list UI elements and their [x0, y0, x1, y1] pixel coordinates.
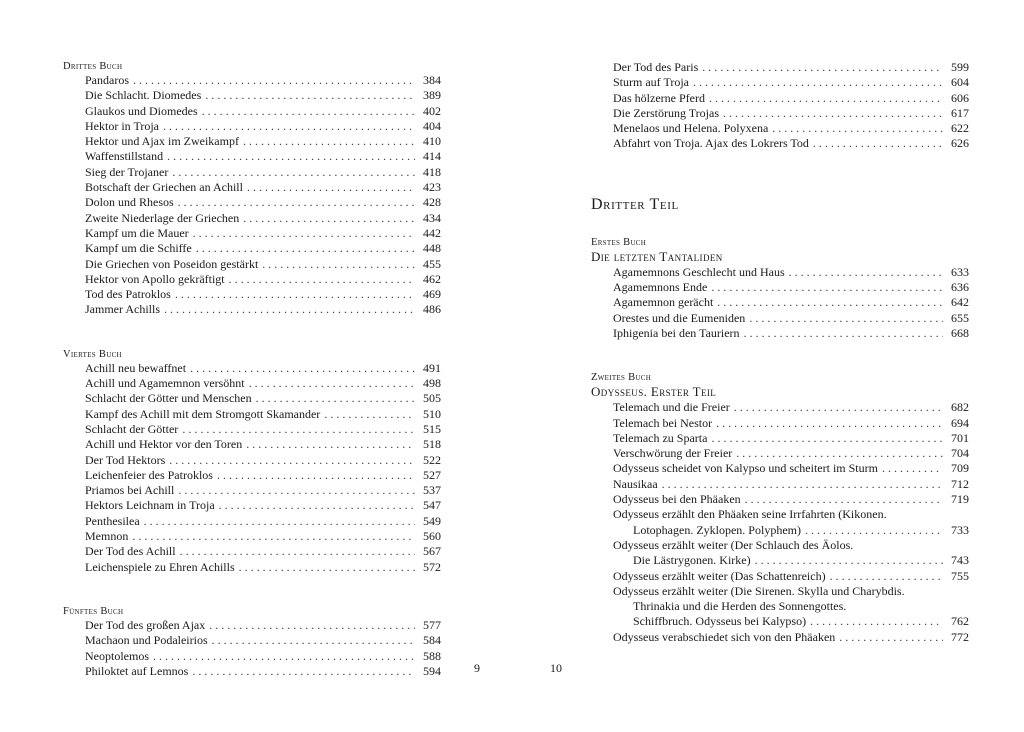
leader-dots [772, 121, 943, 136]
toc-entry-title: Odysseus bei den Phäaken [613, 492, 741, 507]
toc-entry-page: 701 [951, 430, 969, 445]
book-heading-zweites: Zweites Buch [591, 372, 652, 384]
toc-entry-title: Die Zerstörung Trojas [613, 105, 719, 120]
leader-dots [247, 180, 415, 195]
toc-entry-title: Iphigenia bei den Tauriern [613, 325, 740, 340]
toc-entry-page: 384 [423, 73, 441, 87]
toc-entry-page: 560 [423, 529, 441, 544]
toc-entry[interactable] [63, 226, 441, 241]
toc-entry-title: Priamos bei Achill [85, 483, 175, 498]
leader-dots [209, 618, 415, 633]
toc-entry-title: Der Tod Hektors [85, 452, 166, 467]
toc-entry[interactable] [63, 361, 441, 376]
toc-entry[interactable] [63, 149, 441, 164]
toc-entry[interactable] [63, 241, 441, 256]
leader-dots [256, 391, 415, 406]
toc-entry[interactable] [591, 106, 969, 121]
toc-entry-page: 537 [423, 483, 441, 498]
toc-entry-page: 567 [423, 544, 441, 559]
toc-entry[interactable] [591, 416, 969, 431]
toc-entry-page: 389 [423, 88, 441, 103]
leader-dots [153, 649, 415, 664]
right-toc-column [591, 60, 969, 645]
toc-entry-page: 709 [951, 461, 969, 476]
leader-dots [219, 498, 415, 513]
toc-entry-page: 410 [423, 134, 441, 149]
leader-dots [175, 287, 415, 302]
toc-entry[interactable] [591, 477, 969, 492]
right-page [512, 0, 1024, 732]
toc-entry-title: Schlacht der Götter und Menschen [85, 391, 252, 406]
toc-entry-title: Agamemnon gerächt [613, 295, 714, 310]
toc-entry-title: Odysseus verabschiedet sich von den Phäaken [613, 629, 836, 644]
toc-entry-page: 617 [951, 105, 969, 120]
toc-entry-title: Telemach bei Nestor [613, 415, 713, 430]
toc-entry-page: 442 [423, 225, 441, 240]
toc-entry[interactable] [63, 391, 441, 406]
toc-entry[interactable] [591, 136, 969, 151]
toc-entry[interactable] [591, 569, 969, 584]
toc-entry[interactable] [63, 453, 441, 468]
toc-entry-continuation[interactable] [591, 599, 969, 614]
left-toc-column [63, 60, 441, 679]
toc-entry-title: Neoptolemos [85, 648, 149, 663]
toc-entry-title: Telemach zu Sparta [613, 430, 708, 445]
toc-entry-page: 594 [423, 663, 441, 678]
leader-dots [839, 630, 943, 645]
leader-dots [711, 431, 943, 446]
book-heading-viertes: Viertes Buch [63, 348, 122, 360]
toc-entry[interactable] [591, 121, 969, 136]
toc-entry[interactable] [63, 560, 441, 575]
toc-entry-title: Die Schlacht. Diomedes [85, 88, 202, 103]
toc-entry-page: 428 [423, 195, 441, 210]
leader-dots [144, 514, 415, 529]
toc-entry[interactable] [63, 134, 441, 149]
leader-dots [202, 104, 415, 119]
toc-entry-title: Hektor in Troja [85, 118, 160, 133]
leader-dots [217, 468, 415, 483]
toc-entry[interactable] [63, 618, 441, 633]
leader-dots [830, 569, 943, 584]
toc-entry-page: 448 [423, 241, 441, 256]
toc-entry[interactable] [63, 468, 441, 483]
toc-entry[interactable] [63, 119, 441, 134]
toc-entry-page: 527 [423, 467, 441, 482]
toc-entry-title: Das hölzerne Pferd [613, 90, 705, 105]
leader-dots [734, 400, 943, 415]
book-subtitle-tantaliden: Die letzten Tantaliden [591, 248, 723, 264]
toc-entry-page: 505 [423, 391, 441, 406]
page-number-right: 10 [550, 661, 562, 675]
toc-entry[interactable] [591, 507, 969, 522]
part-heading: Dritter Teil [591, 195, 679, 213]
toc-entry-title: Agamemnons Geschlecht und Haus [613, 264, 785, 279]
toc-entry-title: Telemach und die Freier [613, 400, 730, 415]
leader-dots [702, 60, 943, 75]
leader-dots [693, 75, 943, 90]
toc-list-viertes [63, 361, 441, 575]
toc-entry-page: 434 [423, 210, 441, 225]
toc-entry-title: Waffenstillstand [85, 149, 164, 164]
toc-entry[interactable] [591, 431, 969, 446]
toc-entry-title: Zweite Niederlage der Griechen [85, 210, 240, 225]
toc-list-erstes [591, 265, 969, 341]
toc-entry-page: 704 [951, 446, 969, 461]
toc-entry[interactable] [591, 461, 969, 476]
toc-entry-title: Pandaros [85, 73, 129, 87]
toc-entry[interactable] [63, 211, 441, 226]
toc-entry-page: 636 [951, 280, 969, 295]
leader-dots [239, 560, 415, 575]
toc-entry-page: 522 [423, 452, 441, 467]
toc-entry-title: Dolon und Rhesos [85, 195, 174, 210]
leader-dots [662, 477, 943, 492]
leader-dots [180, 544, 415, 559]
toc-entry[interactable] [63, 195, 441, 210]
toc-entry-title: Verschwörung der Freier [613, 446, 733, 461]
toc-entry-title: Abfahrt von Troja. Ajax des Lokrers Tod [613, 136, 809, 151]
toc-entry[interactable] [63, 104, 441, 119]
toc-entry-title: Sieg der Trojaner [85, 164, 169, 179]
toc-entry-page: 402 [423, 103, 441, 118]
leader-dots [192, 664, 415, 679]
toc-entry[interactable] [591, 60, 969, 75]
toc-entry-page: 414 [423, 149, 441, 164]
toc-entry-page: 743 [951, 553, 969, 568]
book-heading-fuenftes: Fünftes Buch [63, 605, 124, 617]
toc-entry[interactable] [591, 492, 969, 507]
toc-entry-title: Memnon [85, 529, 129, 544]
toc-entry-title: Hektors Leichnam in Troja [85, 498, 215, 513]
toc-entry[interactable] [63, 257, 441, 272]
toc-entry[interactable] [63, 287, 441, 302]
toc-entry-title: Thrinakia und die Herden des Sonnengottes. [633, 599, 847, 614]
toc-entry[interactable] [591, 326, 969, 341]
leader-dots [813, 136, 943, 151]
toc-entry-title: Der Tod des großen Ajax [85, 617, 206, 632]
toc-entry[interactable] [63, 544, 441, 559]
toc-entry-page: 633 [951, 264, 969, 279]
toc-entry-page: 668 [951, 325, 969, 340]
leader-dots [246, 437, 415, 452]
toc-entry-title: Odysseus erzählt weiter (Das Schattenreich) [613, 568, 826, 583]
leader-dots [745, 492, 943, 507]
toc-entry[interactable] [63, 165, 441, 180]
toc-entry-page: 486 [423, 302, 441, 317]
toc-entry-continuation[interactable] [591, 553, 969, 568]
toc-entry-title: Hektor von Apollo gekräftigt [85, 271, 225, 286]
toc-entry-page: 577 [423, 617, 441, 632]
toc-entry-title: Achill und Agamemnon versöhnt [85, 376, 245, 391]
toc-entry-page: 719 [951, 492, 969, 507]
leader-dots [196, 241, 415, 256]
leader-dots [133, 73, 415, 88]
toc-entry-title: Kampf um die Mauer [85, 225, 189, 240]
toc-entry-continuation[interactable] [591, 614, 969, 629]
toc-entry[interactable] [63, 422, 441, 437]
toc-entry[interactable] [591, 75, 969, 90]
toc-entry-page: 712 [951, 476, 969, 491]
toc-entry[interactable] [591, 295, 969, 310]
leader-dots [178, 483, 415, 498]
toc-entry[interactable] [591, 265, 969, 280]
toc-entry[interactable] [63, 664, 441, 679]
toc-entry-page: 772 [951, 629, 969, 644]
toc-entry-page: 547 [423, 498, 441, 513]
leader-dots [723, 106, 943, 121]
toc-entry-title: Achill neu bewaffnet [85, 360, 187, 375]
toc-entry-page: 755 [951, 568, 969, 583]
toc-entry-page: 515 [423, 421, 441, 436]
leader-dots [262, 257, 415, 272]
toc-entry[interactable] [63, 514, 441, 529]
leader-dots [178, 195, 415, 210]
toc-entry-page: 498 [423, 376, 441, 391]
book-heading-erstes: Erstes Buch [591, 236, 647, 248]
toc-entry-title: Nausikaa [613, 476, 658, 491]
leader-dots [169, 453, 415, 468]
toc-entry-title: Glaukos und Diomedes [85, 103, 198, 118]
toc-entry-page: 762 [951, 614, 969, 629]
toc-entry[interactable] [63, 73, 441, 88]
toc-entry-title: Agamemnons Ende [613, 280, 708, 295]
toc-entry-title: Sturm auf Troja [613, 75, 690, 90]
leader-dots [736, 446, 943, 461]
toc-entry[interactable] [63, 302, 441, 317]
toc-entry-page: 694 [951, 415, 969, 430]
leader-dots [243, 211, 415, 226]
toc-entry-title: Die Lästrygonen. Kirke) [633, 553, 751, 568]
toc-entry-title: Schlacht der Götter [85, 421, 179, 436]
toc-entry-page: 549 [423, 513, 441, 528]
toc-list-fuenftes [63, 618, 441, 679]
leader-dots [249, 376, 415, 391]
toc-entry-title: Hektor und Ajax im Zweikampf [85, 134, 239, 149]
toc-entry-page: 622 [951, 121, 969, 136]
leader-dots [167, 149, 415, 164]
leader-dots [717, 295, 943, 310]
toc-entry[interactable] [63, 649, 441, 664]
toc-entry-title: Schiffbruch. Odysseus bei Kalypso) [633, 614, 807, 629]
toc-entry-page: 588 [423, 648, 441, 663]
toc-entry-page: 655 [951, 310, 969, 325]
toc-entry[interactable] [591, 280, 969, 295]
toc-entry-title: Tod des Patroklos [85, 287, 171, 302]
leader-dots [882, 461, 943, 476]
toc-entry[interactable] [591, 446, 969, 461]
toc-entry[interactable] [591, 584, 969, 599]
toc-entry-title: Kampf um die Schiffe [85, 241, 192, 256]
toc-entry-title: Orestes und die Eumeniden [613, 310, 746, 325]
toc-entry-page: 599 [951, 60, 969, 74]
toc-entry[interactable] [63, 376, 441, 391]
leader-dots [229, 272, 415, 287]
toc-entry-title: Leichenspiele zu Ehren Achills [85, 559, 235, 574]
toc-entry[interactable] [591, 630, 969, 645]
leader-dots [132, 529, 415, 544]
toc-entry-page: 626 [951, 136, 969, 151]
toc-entry-page: 491 [423, 360, 441, 375]
leader-dots [789, 265, 943, 280]
toc-entry-continuation[interactable] [591, 523, 969, 538]
leader-dots [163, 119, 415, 134]
toc-entry-title: Leichenfeier des Patroklos [85, 467, 213, 482]
toc-entry-page: 642 [951, 295, 969, 310]
leader-dots [324, 407, 415, 422]
toc-entry[interactable] [63, 633, 441, 648]
toc-entry-title: Odysseus erzählt den Phäaken seine Irrfahrten (Kikonen. [613, 507, 887, 522]
toc-entry-page: 510 [423, 406, 441, 421]
leader-dots [190, 361, 415, 376]
toc-entry-page: 518 [423, 437, 441, 452]
leader-dots [172, 165, 415, 180]
leader-dots [243, 134, 415, 149]
leader-dots [749, 311, 943, 326]
toc-entry[interactable] [591, 311, 969, 326]
toc-entry[interactable] [63, 483, 441, 498]
toc-entry-page: 404 [423, 118, 441, 133]
leader-dots [744, 326, 943, 341]
toc-list-drittes [63, 73, 441, 318]
book-subtitle-odysseus: Odysseus. Erster Teil [591, 384, 717, 400]
toc-entry-title: Die Griechen von Poseidon gestärkt [85, 256, 259, 271]
toc-entry-page: 572 [423, 559, 441, 574]
leader-dots [716, 416, 943, 431]
toc-entry-title: Lotophagen. Zyklopen. Polyphem) [633, 522, 801, 537]
leader-dots [164, 302, 415, 317]
toc-entry-page: 462 [423, 271, 441, 286]
toc-entry[interactable] [63, 529, 441, 544]
toc-entry-title: Philoktet auf Lemnos [85, 663, 189, 678]
toc-entry[interactable] [591, 400, 969, 415]
leader-dots [755, 553, 943, 568]
toc-entry[interactable] [63, 180, 441, 195]
leader-dots [805, 523, 943, 538]
toc-entry-title: Jammer Achills [85, 302, 160, 317]
toc-list-continued [591, 60, 969, 152]
toc-entry-title: Achill und Hektor vor den Toren [85, 437, 243, 452]
toc-entry-title: Der Tod des Paris [613, 60, 699, 74]
toc-entry[interactable] [591, 91, 969, 106]
toc-entry[interactable] [63, 407, 441, 422]
toc-entry-title: Penthesilea [85, 513, 140, 528]
toc-entry-page: 423 [423, 180, 441, 195]
leader-dots [193, 226, 415, 241]
toc-entry-title: Der Tod des Achill [85, 544, 176, 559]
toc-list-zweites [591, 400, 969, 507]
toc-entry-page: 469 [423, 287, 441, 302]
toc-entry-page: 733 [951, 522, 969, 537]
leader-dots [810, 614, 943, 629]
toc-entry[interactable] [63, 437, 441, 452]
toc-entry-page: 584 [423, 633, 441, 648]
toc-entry-page: 604 [951, 75, 969, 90]
toc-entry[interactable] [63, 88, 441, 103]
toc-entry[interactable] [591, 538, 969, 553]
toc-entry-title: Odysseus scheidet von Kalypso und scheitert im Sturm [613, 461, 878, 476]
toc-entry-title: Odysseus erzählt weiter (Der Schlauch des Äolos. [613, 537, 854, 552]
toc-entry-page: 418 [423, 164, 441, 179]
leader-dots [711, 280, 943, 295]
toc-entry-title: Botschaft der Griechen an Achill [85, 180, 243, 195]
book-heading-drittes: Drittes Buch [63, 61, 123, 72]
leader-dots [212, 633, 415, 648]
page-number-left: 9 [474, 661, 480, 675]
leader-dots [709, 91, 943, 106]
toc-entry[interactable] [63, 498, 441, 513]
toc-entry-title: Machaon und Podaleirios [85, 633, 208, 648]
toc-entry[interactable] [63, 272, 441, 287]
toc-entry-page: 682 [951, 400, 969, 415]
toc-entry-title: Menelaos und Helena. Polyxena [613, 121, 769, 136]
toc-entry-page: 606 [951, 90, 969, 105]
leader-dots [182, 422, 415, 437]
toc-entry-title: Kampf des Achill mit dem Stromgott Skamander [85, 406, 321, 421]
toc-entry-title: Odysseus erzählt weiter (Die Sirenen. Skylla und Charybdis. [613, 583, 905, 598]
toc-entry-page: 455 [423, 256, 441, 271]
leader-dots [205, 88, 415, 103]
